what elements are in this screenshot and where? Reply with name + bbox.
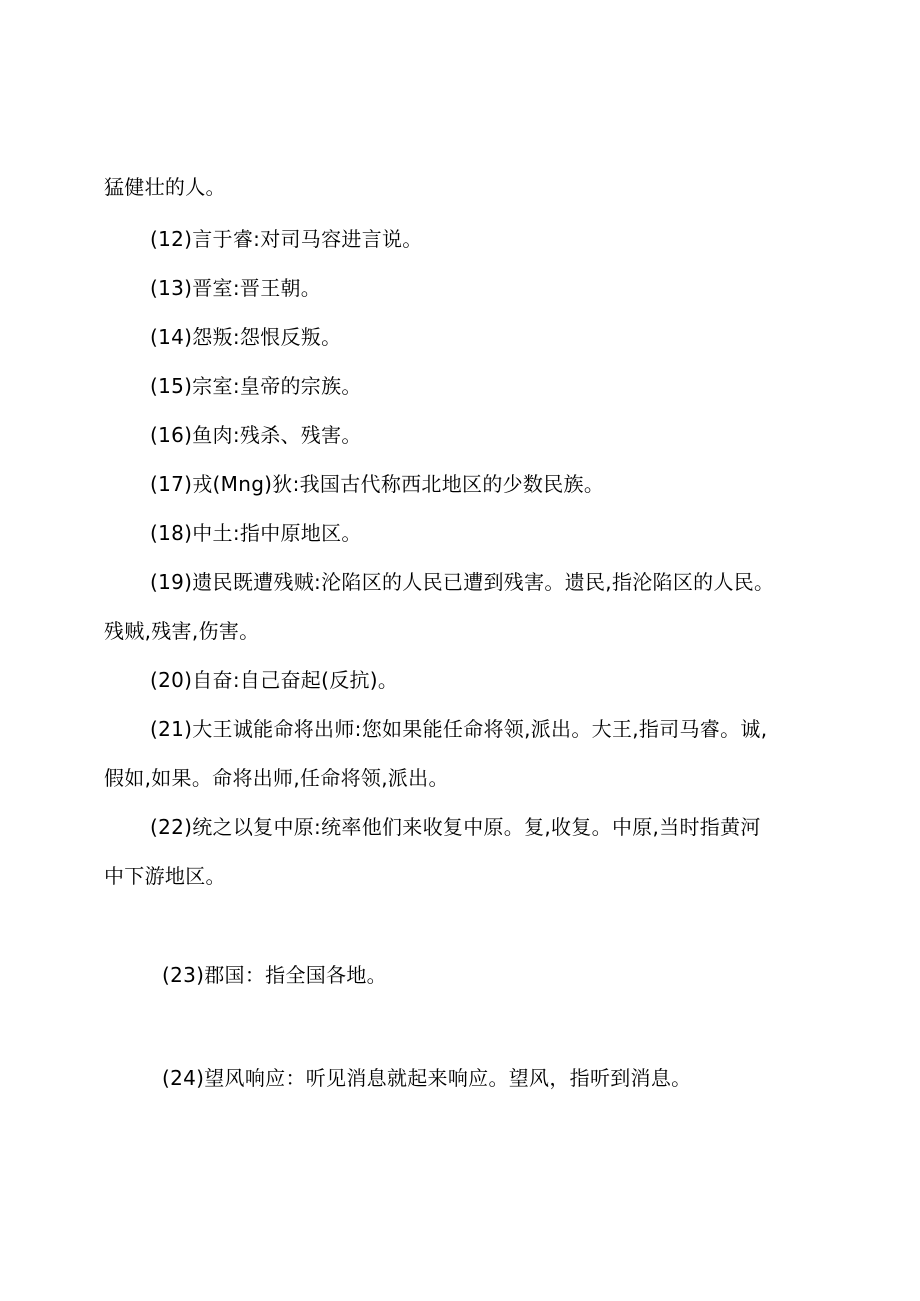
note-22-continued: 中下游地区。 xyxy=(104,864,226,888)
note-17: (17)戎(Mng)狄:我国古代称西北地区的少数民族。 xyxy=(150,472,605,496)
note-19: (19)遗民既遭残贼:沦陷区的人民已遭到残害。遗民,指沦陷区的人民。 xyxy=(150,570,775,594)
text-line-1: 猛健壮的人。 xyxy=(104,175,226,199)
note-15: (15)宗室:皇帝的宗族。 xyxy=(150,374,362,398)
note-13: (13)晋室:晋王朝。 xyxy=(150,276,322,300)
note-19-continued: 残贼,残害,伤害。 xyxy=(104,619,260,643)
note-21: (21)大王诚能命将出师:您如果能任命将领,派出。大王,指司马睿。诚, xyxy=(150,717,768,741)
note-20: (20)自奋:自己奋起(反抗)。 xyxy=(150,668,399,692)
note-18: (18)中土:指中原地区。 xyxy=(150,521,362,545)
note-22: (22)统之以复中原:统率他们来收复中原。复,收复。中原,当时指黄河 xyxy=(150,815,761,839)
note-16: (16)鱼肉:残杀、残害。 xyxy=(150,423,362,447)
note-23: (23)郡国：指全国各地。 xyxy=(162,963,387,987)
note-21-continued: 假如,如果。命将出师,任命将领,派出。 xyxy=(104,766,449,790)
note-14: (14)怨叛:怨恨反叛。 xyxy=(150,325,342,349)
note-24: (24)望风响应：听见消息就起来响应。望风，指听到消息。 xyxy=(162,1066,692,1090)
note-12: (12)言于睿:对司马容进言说。 xyxy=(150,227,423,251)
